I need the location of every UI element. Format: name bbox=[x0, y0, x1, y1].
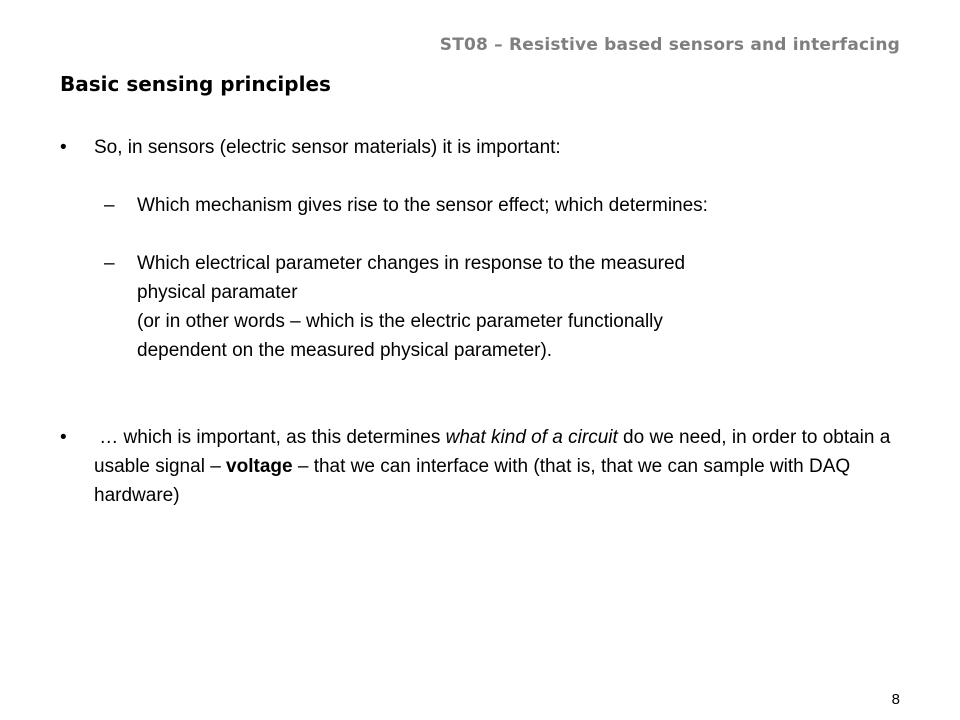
sub-bullet-marker: – bbox=[104, 195, 115, 216]
bullet-marker: • bbox=[60, 137, 67, 158]
slide-title: Basic sensing principles bbox=[60, 72, 331, 96]
sub-bullet-item bbox=[60, 249, 900, 365]
bullet-text-bold: voltage bbox=[226, 456, 293, 477]
bullet-text: So, in sensors (electric sensor materials) it is important: bbox=[94, 137, 561, 158]
sub-bullet-line: (or in other words – which is the electric parameter functionally bbox=[137, 311, 663, 332]
bullet-text-emphasis: what kind of a circuit bbox=[445, 427, 618, 448]
sub-bullet-line: physical paramater bbox=[137, 282, 298, 303]
bullet-marker: • bbox=[60, 427, 67, 448]
bullet-text-middle: do we need, in order to obtain a usable signal – bbox=[94, 427, 896, 477]
sub-bullet-marker: – bbox=[104, 253, 115, 274]
slide-body bbox=[60, 133, 900, 510]
bullet-item bbox=[60, 133, 900, 162]
bullet-item bbox=[60, 423, 900, 510]
bullet-text-intro: … which is important, as this determines bbox=[94, 427, 446, 448]
sub-bullet-line: dependent on the measured physical parameter). bbox=[137, 340, 553, 361]
page-number: 8 bbox=[891, 691, 900, 708]
sub-bullet-text: Which mechanism gives rise to the sensor effect; which determines: bbox=[137, 195, 708, 216]
bullet-text-end: – that we can interface with (that is, that we can sample with DAQ hardware) bbox=[94, 456, 856, 506]
sub-bullet-line: Which electrical parameter changes in response to the measured bbox=[137, 253, 686, 274]
sub-bullet-item bbox=[60, 191, 900, 220]
course-header: ST08 – Resistive based sensors and interfacing bbox=[439, 35, 900, 55]
